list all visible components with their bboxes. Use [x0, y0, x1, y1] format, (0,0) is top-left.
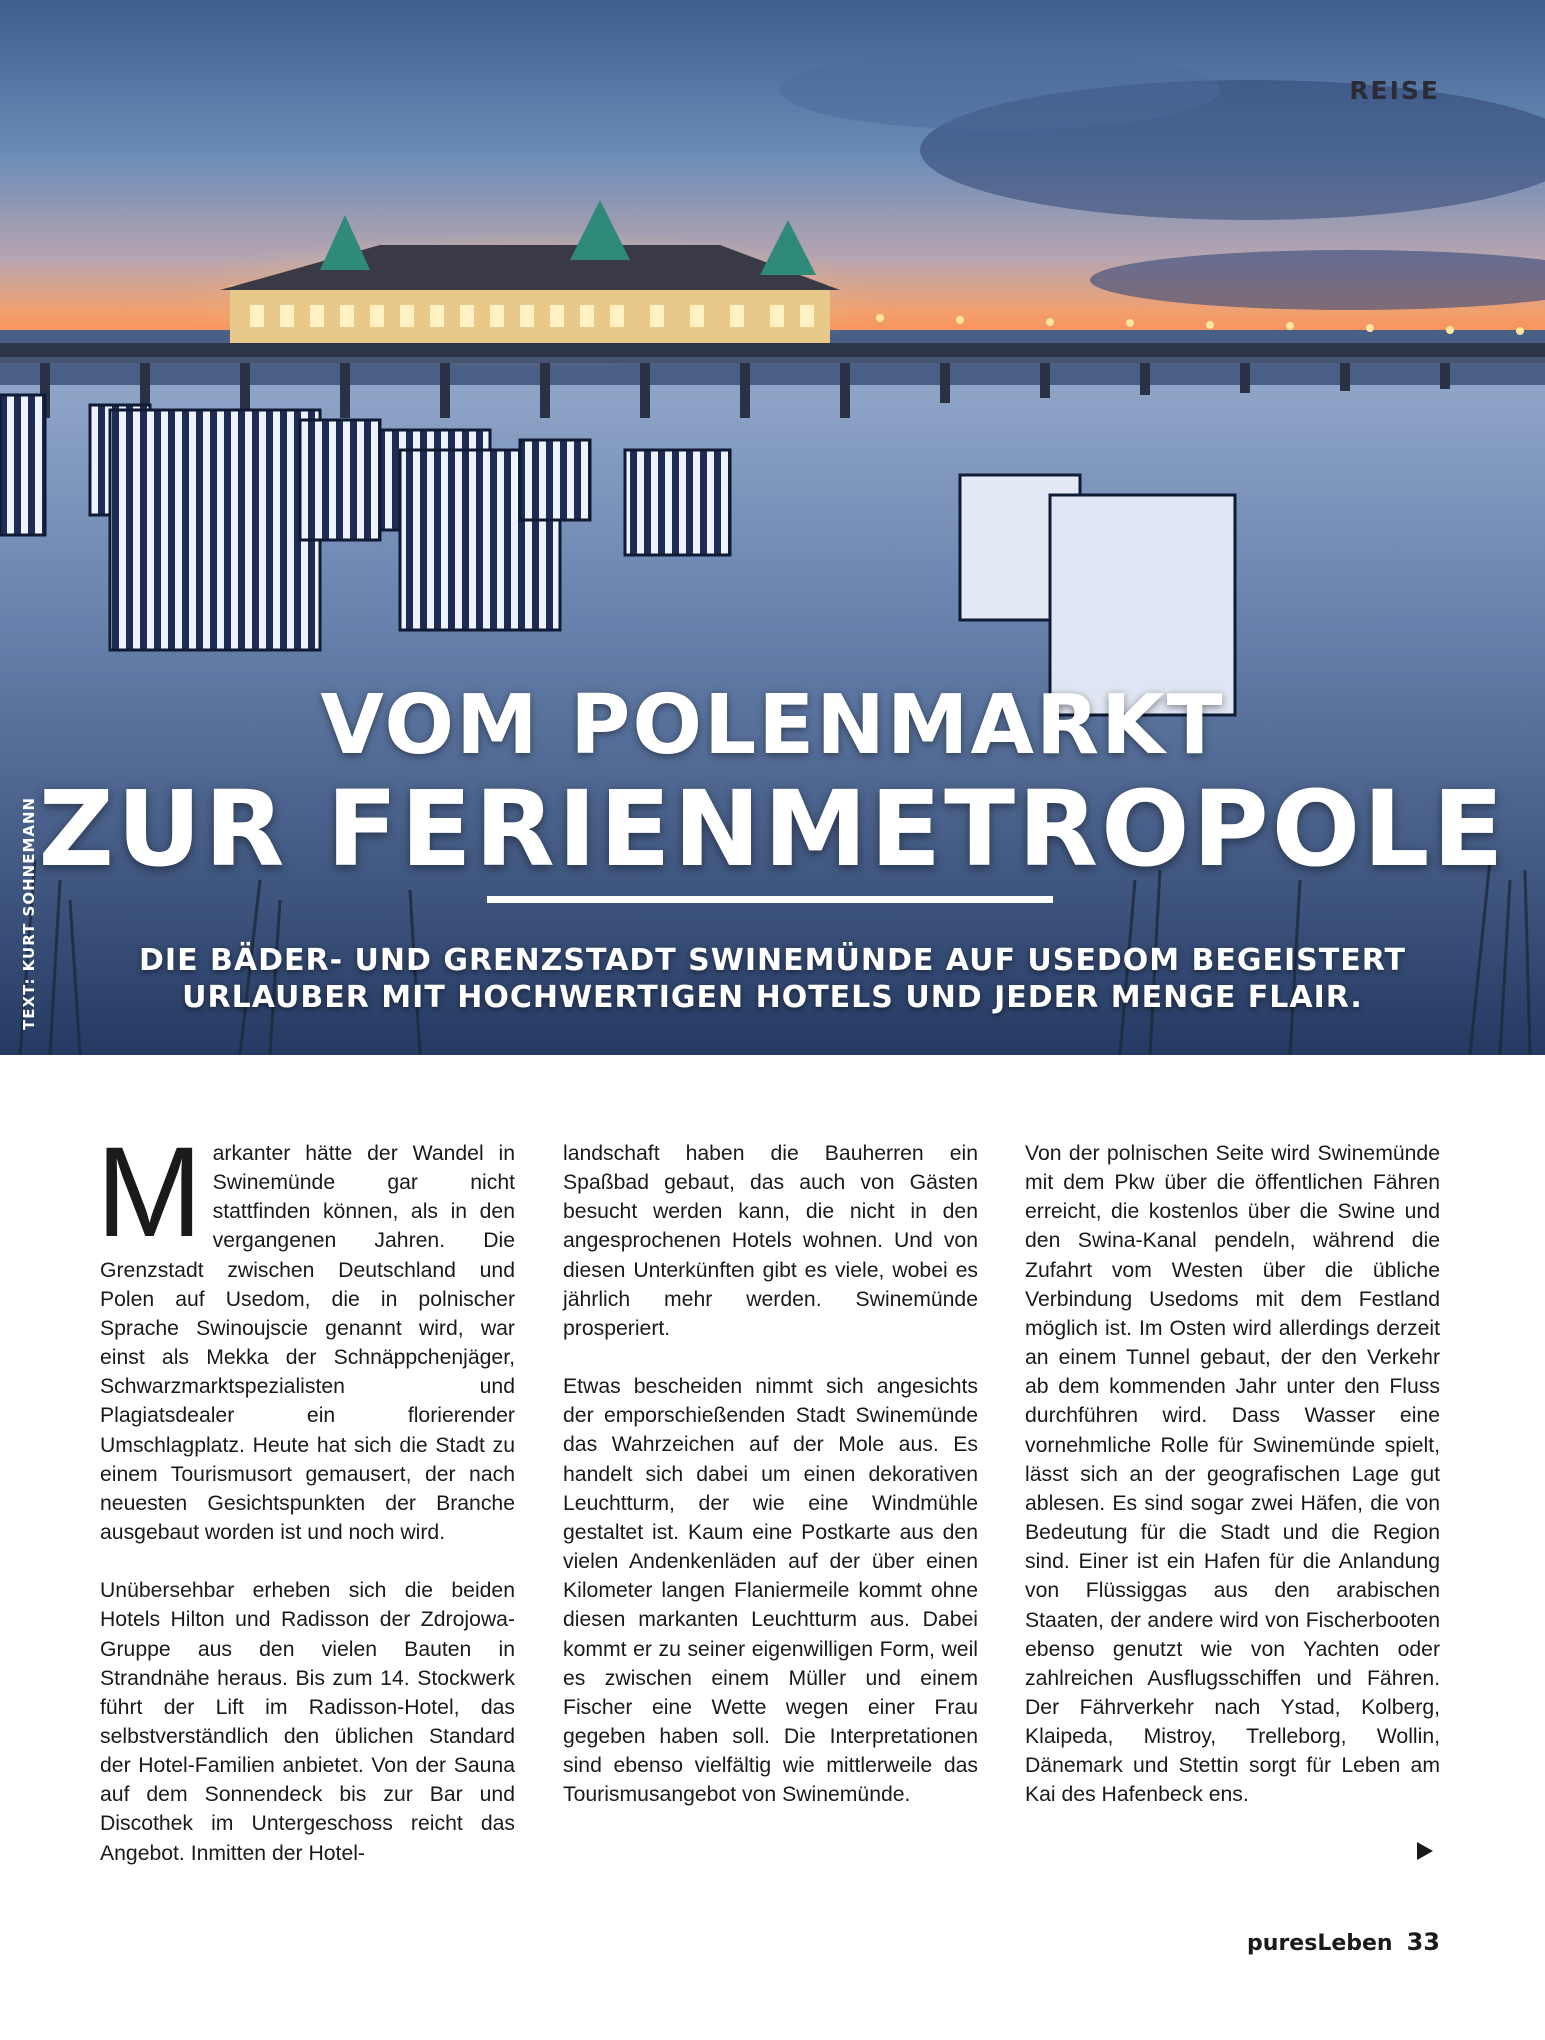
drop-cap: M [96, 1121, 203, 1264]
paragraph: Unübersehbar erheben sich die beiden Hotels Hilton und Radisson der Zdrojowa-Gruppe aus den vielen Bauten in Strandnähe heraus. Bis zum 14. Stockwerk führt der Lift im Radisson-Hotel, das selbstverständlich den üblichen Standard der Hotel-Familien anbietet. Von der Sauna auf dem Sonnendeck bis zur Bar und Discothek im Untergeschoss reicht das Angebot. Inmitten der Hotel- [100, 1579, 515, 1865]
section-label: REISE [1349, 76, 1440, 105]
subheadline [0, 942, 1545, 1016]
headline-divider [487, 896, 1053, 903]
paragraph: Von der polnischen Seite wird Swinemünde mit dem Pkw über die öffentlichen Fähren erreicht, die kostenlos über die Swine und den Swina-Kanal pendeln, während die Zufahrt vom Westen über die übliche Verbindung Usedoms mit dem Festland möglich ist. Im Osten wird allerdings derzeit an einem Tunnel gebaut, der den Verkehr ab dem kommenden Jahr unter den Fluss durchführen wird. Dass Wasser eine vornehmliche Rolle für Swinemünde spielt, lässt sich an der geografischen Lage gut ablesen. Es sind sogar zwei Häfen, die von Bedeutung für die Stadt und die Region sind. Einer ist ein Hafen für die Anlandung von Flüssiggas aus den arabischen Staaten, der andere wird von Fischerbooten ebenso genutzt wie von Yachten oder zahlreichen Ausflugsschiffen und Fähren. Der Fährverkehr nach Ystad, Kolberg, Klaipeda, Mistroy, Trelleborg, Wollin, Dänemark und Stettin sorgt für Leben am Kai des Hafenbeck ens. [1025, 1142, 1440, 1807]
continue-arrow-icon [1417, 1842, 1433, 1860]
headline-line-2: ZUR FERIENMETROPOLE [38, 768, 1507, 890]
subheadline-line-1: DIE BÄDER- UND GRENZSTADT SWINEMÜNDE AUF USEDOM BEGEISTERT [139, 943, 1406, 978]
article-column-2 [563, 1139, 978, 1809]
paragraph [96, 1121, 515, 1547]
paragraph: landschaft haben die Bauherren ein Spaßbad gebaut, das auch von Gästen besucht werden kann, die nicht in den angesprochenen Hotels wohnen. Und von diesen Unterkünften gibt es viele, wobei es jährlich mehr werden. Swinemünde prosperiert. [563, 1142, 978, 1340]
paragraph: Etwas bescheiden nimmt sich angesichts der emporschießenden Stadt Swinemünde das Wahrzeichen auf der Mole aus. Es handelt sich dabei um einen dekorativen Leuchtturm, der wie eine Windmühle gestaltet ist. Kaum eine Postkarte aus den vielen Andenkenläden auf der über einen Kilometer langen Flaniermeile kommt ohne diesen markanten Leuchtturm aus. Dabei kommt er zu seiner eigenwilligen Form, weil es zwischen einem Müller und einem Fischer eine Wette wegen einer Frau gegeben haben soll. Die Interpretationen sind ebenso vielfältig wie mittlerweile das Tourismusangebot von Swinemünde. [563, 1375, 978, 1807]
subheadline-line-2: URLAUBER MIT HOCHWERTIGEN HOTELS UND JEDER MENGE FLAIR. [182, 980, 1363, 1015]
article-column-1 [96, 1121, 515, 1868]
author-credit: TEXT: KURT SOHNEMANN [20, 796, 38, 1030]
page-number: 33 [1406, 1928, 1440, 1956]
page-footer [1247, 1928, 1440, 1956]
article-column-3 [1025, 1139, 1440, 1810]
headline-line-1: VOM POLENMARKT [320, 678, 1225, 773]
paragraph-text: arkanter hätte der Wandel in Swinemünde gar nicht stattfinden können, als in den vergangenen Jahren. Die Grenzstadt zwischen Deutschland und Polen auf Usedom, die in polnischer Sprache Swinoujscie genannt wird, war einst als Mekka der Schnäppchenjäger, Schwarzmarktspezialisten und Plagiatsdealer ein florierender Umschlagplatz. Heute hat sich die Stadt zu einem Tourismusort gemausert, der nach neuesten Gesichtspunkten der Branche ausgebaut worden ist und noch wird. [100, 1142, 515, 1545]
magazine-name: puresLeben [1247, 1931, 1393, 1956]
